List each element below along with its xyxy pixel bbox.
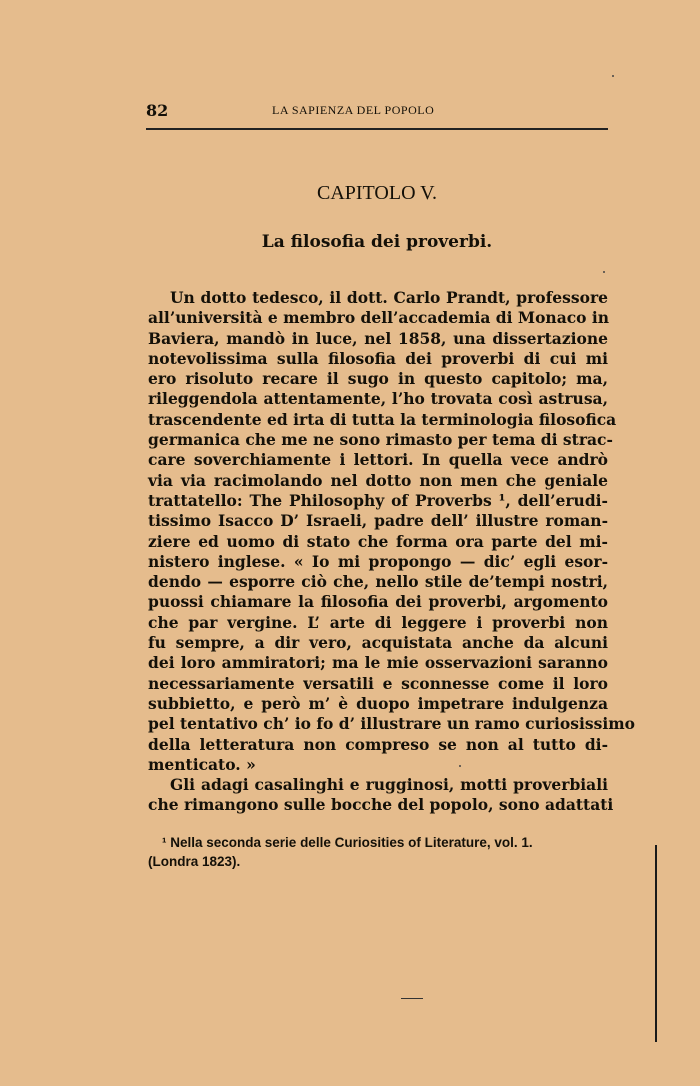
text-line: ero risoluto recare il sugo in questo capitolo; ma, xyxy=(148,369,608,389)
bottom-mark xyxy=(401,998,423,999)
text-line: subbietto, e però m’ è duopo impetrare indulgenza xyxy=(148,693,608,713)
text-line: dei loro ammiratori; ma le mie osservazioni saranno xyxy=(148,653,608,673)
text-line: menticato. » xyxy=(148,754,256,774)
running-head: LA SAPIENZA DEL POPOLO xyxy=(272,103,435,117)
footnote-line: ¹ Nella seconda serie delle Curiosities of Literature, vol. 1. xyxy=(162,835,533,850)
ink-speck xyxy=(612,75,614,77)
text-line: Un dotto tedesco, il dott. Carlo Prandt, professore xyxy=(170,288,608,307)
text-line: Baviera, mandò in luce, nel 1858, una dissertazione xyxy=(148,328,608,348)
text-line: germanica che me ne sono rimasto per tema di strac- xyxy=(148,430,613,450)
chapter-title: CAPITOLO V. xyxy=(316,182,438,204)
text-line: dendo — esporre ciò che, nello stile de’tempi nostri, xyxy=(148,572,608,592)
margin-line xyxy=(655,845,657,1042)
ink-speck xyxy=(459,765,461,767)
text-line: trascendente ed irta di tutta la terminologia filosofica xyxy=(148,409,617,429)
text-line: fu sempre, a dir vero, acquistata anche da alcuni xyxy=(148,633,608,653)
section-title: La filosofia dei proverbi. xyxy=(261,232,493,252)
text-line: notevolissima sulla filosofia dei proverbi di cui mi xyxy=(148,348,608,368)
text-line: della letteratura non compreso se non al tutto di- xyxy=(148,734,608,754)
ink-speck xyxy=(603,271,605,273)
body-text xyxy=(148,288,635,816)
text-line: necessariamente versatili e sconnesse come il loro xyxy=(148,673,608,693)
text-line: che par vergine. L’ arte di leggere i proverbi non xyxy=(148,612,608,632)
text-line: nistero inglese. « Io mi propongo — dic’ egli esor- xyxy=(148,551,608,571)
text-line: ziere ed uomo di stato che forma ora parte del mi- xyxy=(148,531,608,551)
page-number: 82 xyxy=(146,101,169,120)
text-line: trattatello: The Philosophy of Proverbs ¹, dell’erudi- xyxy=(148,490,608,510)
text-line: tissimo Isacco D’ Israeli, padre dell’ illustre roman- xyxy=(148,511,608,531)
text-line: Gli adagi casalinghi e rugginosi, motti proverbiali xyxy=(170,775,608,795)
header-rule xyxy=(146,128,608,130)
text-line: all’università e membro dell’accademia di Monaco in xyxy=(148,308,610,328)
footnote xyxy=(148,833,608,871)
text-line: pel tentativo ch’ io fo d’ illustrare un ramo curiosissimo xyxy=(148,714,635,734)
text-line: rileggendola attentamente, l’ho trovata così astrusa, xyxy=(148,389,608,409)
text-line: puossi chiamare la filosofia dei proverbi, argomento xyxy=(148,592,608,612)
text-line: care soverchiamente i lettori. In quella vece andrò xyxy=(148,450,608,470)
text-line: che rimangono sulle bocche del popolo, sono adattati xyxy=(148,795,614,815)
footnote-line: (Londra 1823). xyxy=(148,854,241,869)
text-line: via via racimolando nel dotto non men che geniale xyxy=(148,470,608,490)
